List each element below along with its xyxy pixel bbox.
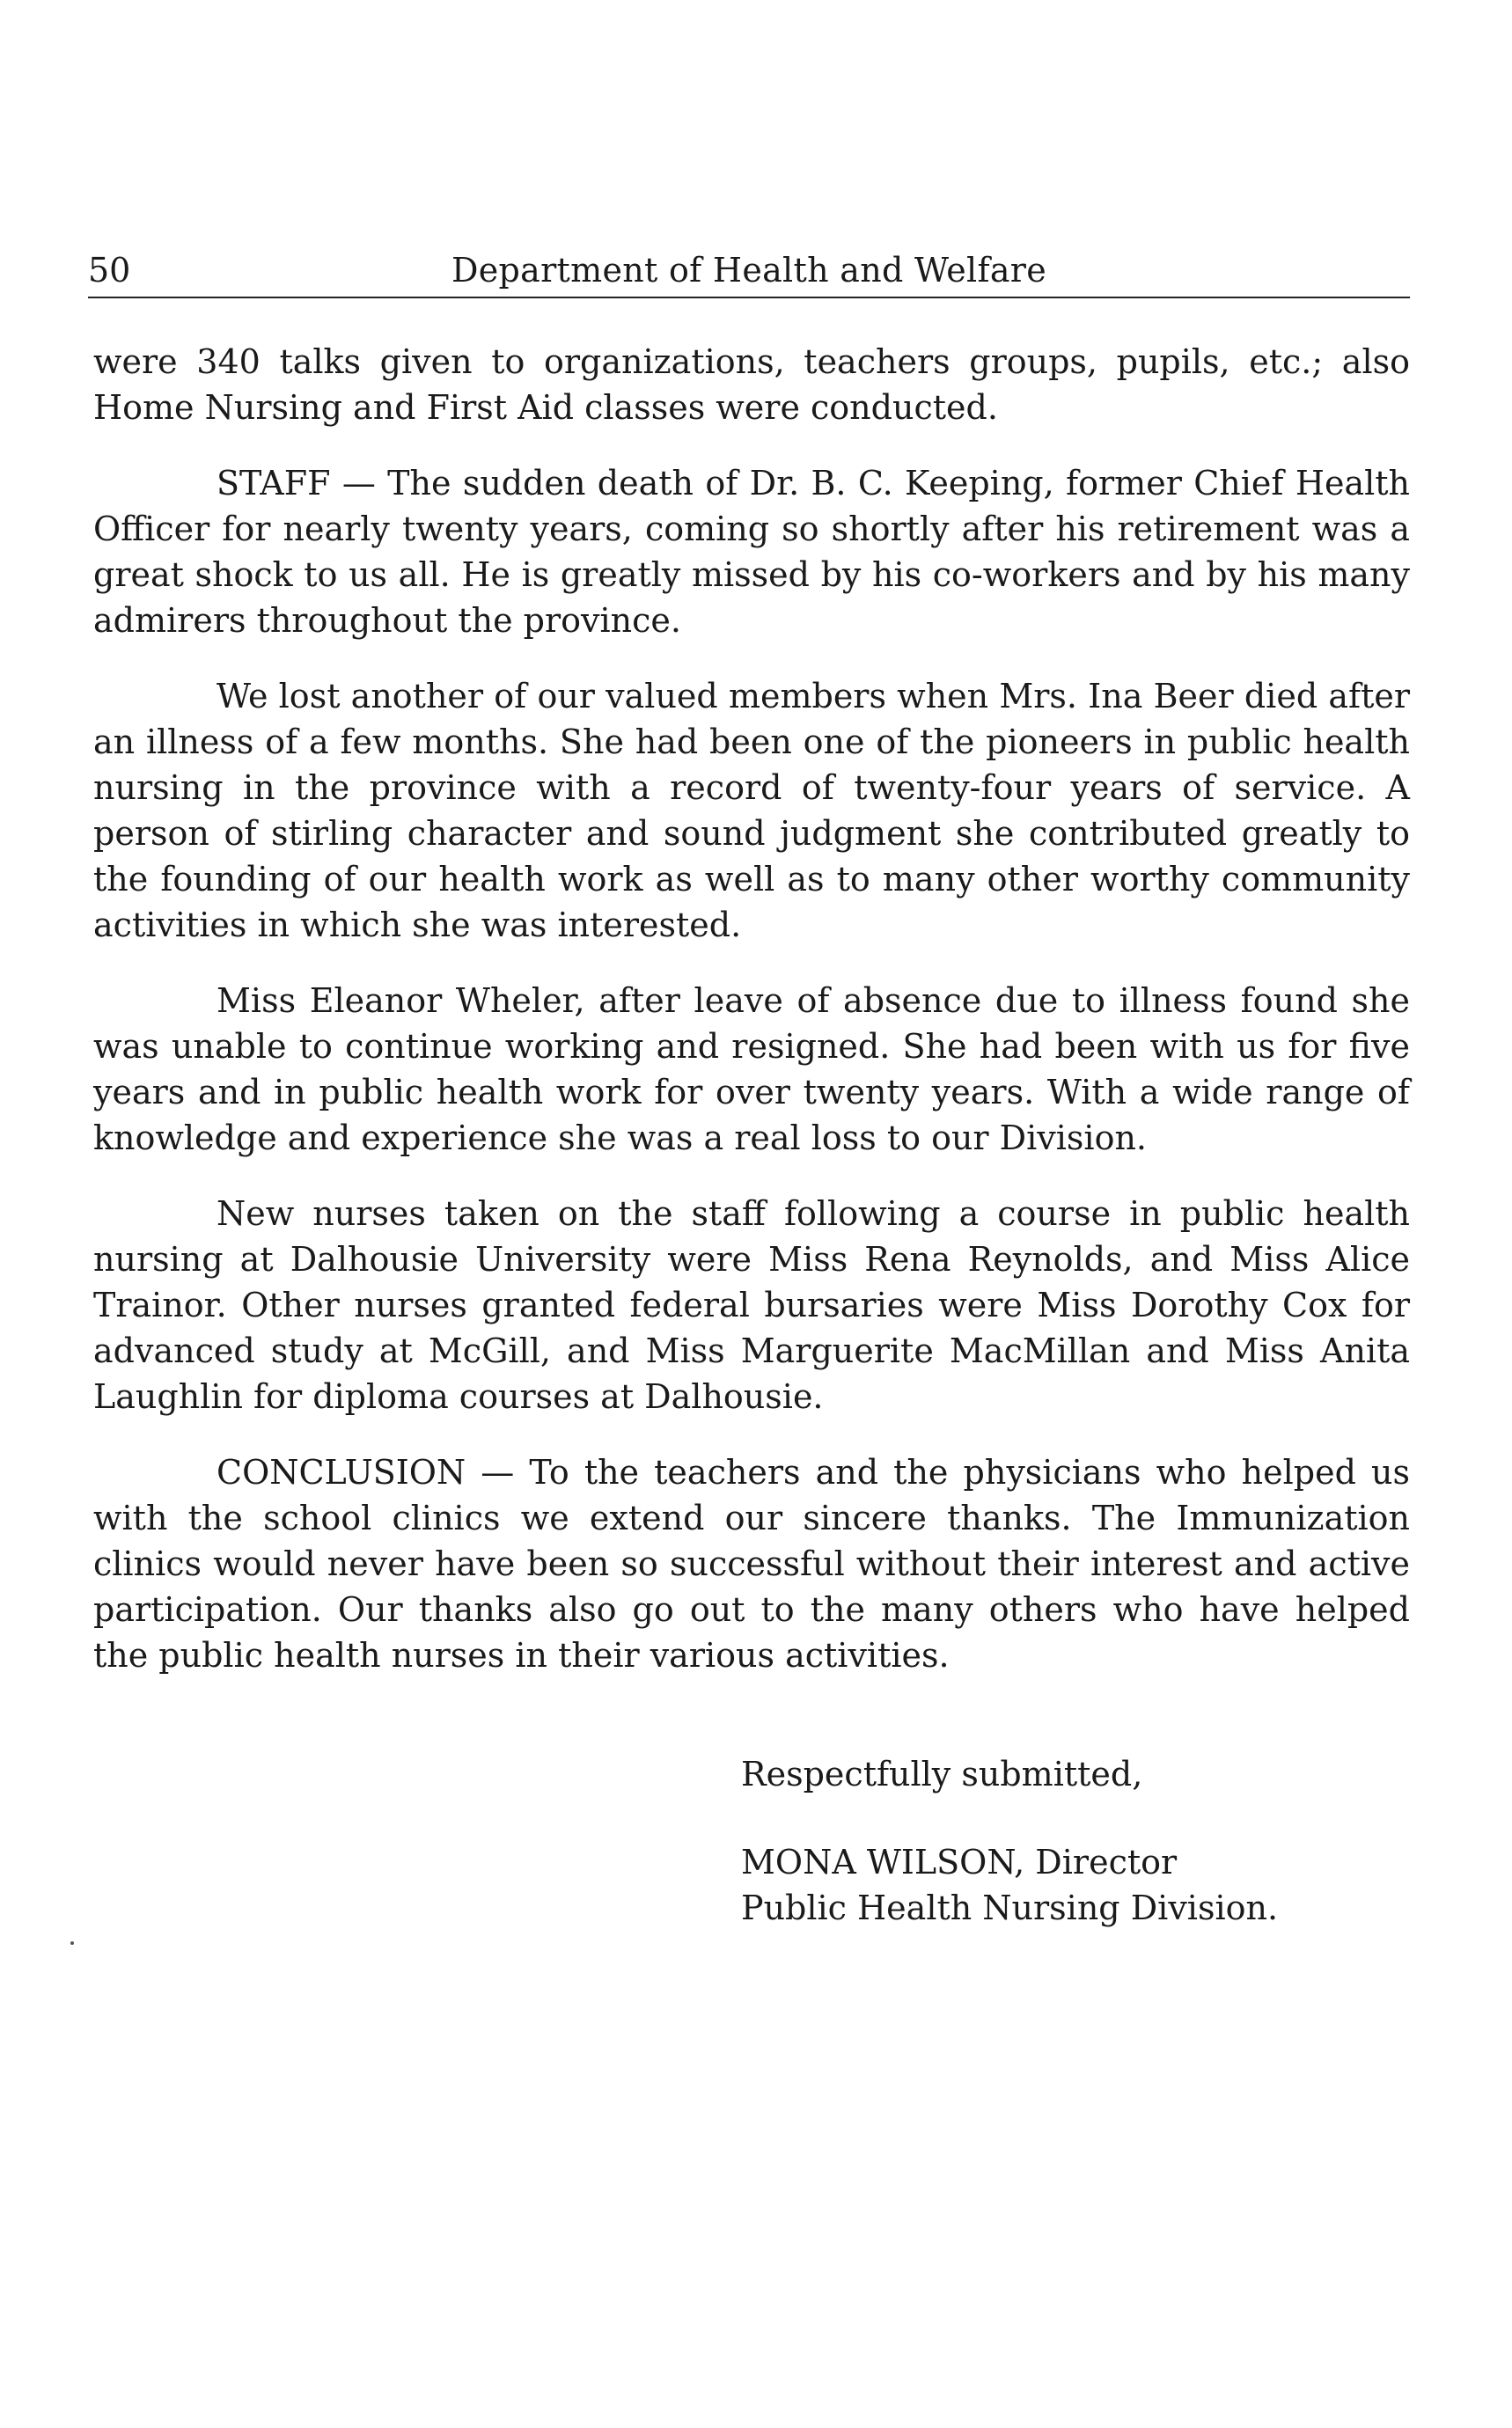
body-text <box>93 339 1410 1708</box>
signature-block <box>741 1751 1410 1931</box>
running-title: Department of Health and Welfare <box>451 251 1047 290</box>
paragraph-mrs-beer: We lost another of our valued members when Mrs. Ina Beer died after an illness of a few months. She had been one of the pioneers in public health nursing in the province with a record of twenty-four years of service. A person of stirling character and sound judgment she contributed greatly to the founding of our health work as well as to many other worthy community activities in which she was interested. <box>93 677 1410 944</box>
paragraph-new-nurses: New nurses taken on the staff following a course in public health nursing at Dalhousie University were Miss Rena Reynolds, and Miss Alice Trainor. Other nurses granted federal bursaries were Miss Dorothy Cox for advanced study at McGill, and Miss Marguerite MacMillan and Miss Anita Laughlin for diploma courses at Dalhousie. <box>93 1194 1410 1416</box>
signatory-name: MONA WILSON, Director <box>741 1843 1178 1882</box>
paragraph-staff: STAFF — The sudden death of Dr. B. C. Keeping, former Chief Health Officer for nearly twenty years, coming so shortly after his retirement was a great shock to us all. He is greatly missed by his co-workers and by his many admirers throughout the province. <box>93 464 1410 640</box>
closing-line: Respectfully submitted, <box>741 1755 1143 1793</box>
page-header <box>88 242 1410 291</box>
signatory-division: Public Health Nursing Division. <box>741 1889 1279 1927</box>
page-number: 50 <box>88 251 131 290</box>
paragraph-conclusion: CONCLUSION — To the teachers and the physicians who helped us with the school clinics we extend our sincere thanks. The Immunization clinics would never have been so successful without their interest and active participation. Our thanks also go out to the many others who have helped the public health nurses in their various activities. <box>93 1453 1410 1675</box>
paragraph-miss-wheler: Miss Eleanor Wheler, after leave of absence due to illness found she was unable to continue working and resigned. She had been with us for five years and in public health work for over twenty years. With a wide range of knowledge and experience she was a real loss to our Division. <box>93 981 1410 1157</box>
paragraph-talks-continuation: were 340 talks given to organizations, teachers groups, pupils, etc.; also Home Nursing and First Aid classes were conducted. <box>93 342 1410 427</box>
header-rule <box>88 297 1410 298</box>
print-speck <box>70 1941 74 1945</box>
